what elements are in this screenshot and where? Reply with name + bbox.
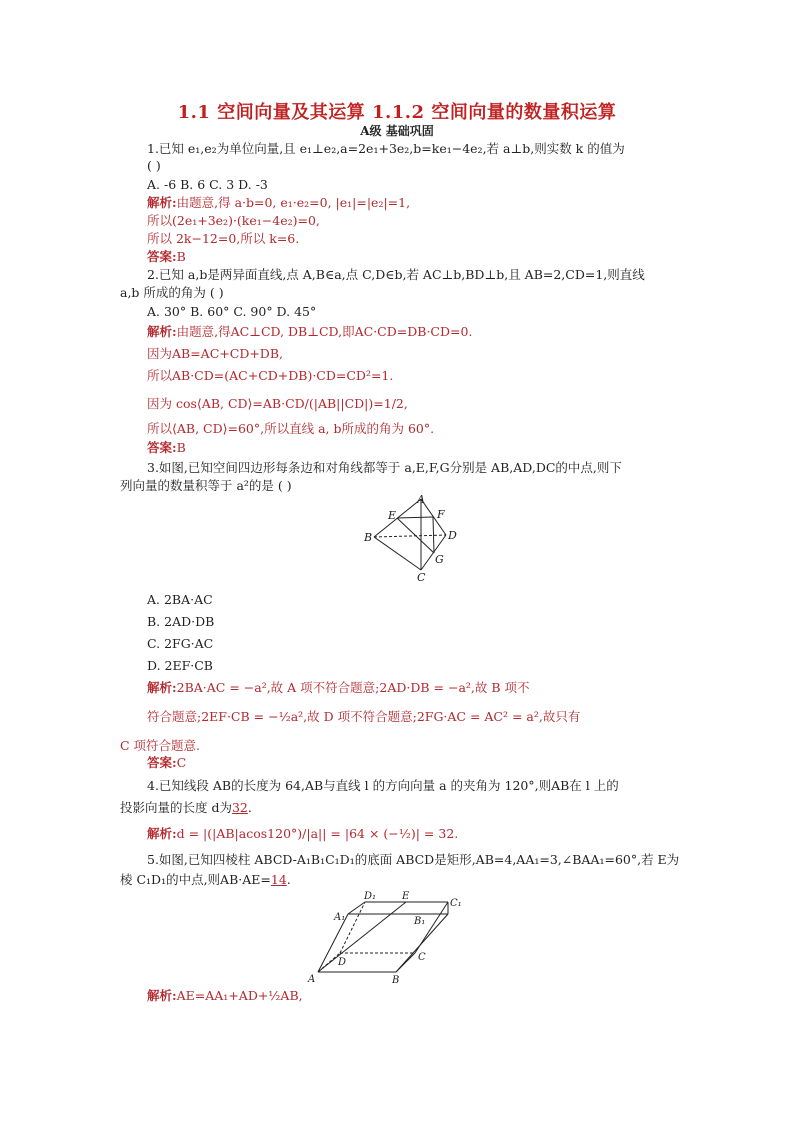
answer-label: 答案:	[147, 755, 177, 770]
label-G: G	[435, 553, 444, 566]
q4-period: .	[247, 800, 252, 815]
label-B: B	[392, 975, 400, 986]
q3-solution-line2: 符合题意;2EF·CB = −½a²,故 D 项不符合题意;2FG·AC = AC² = a²,故只有	[147, 709, 581, 724]
q3-solution-line3: C 项符合题意.	[120, 738, 201, 753]
solution-label: 解析:	[147, 195, 177, 210]
q3-stem-line1: 3.如图,已知空间四边形每条边和对角线都等于 a,E,F,G分别是 AB,AD,DC的中点,则下	[147, 460, 622, 475]
q2-solution-line1	[147, 324, 472, 340]
edge-DD1	[340, 902, 365, 953]
q5-solution-text1: AE=AA₁+AD+½AB,	[176, 988, 303, 1003]
label-E: E	[402, 891, 410, 902]
label-A1: A₁	[334, 912, 346, 923]
q3-option-c: C. 2FG·AC	[147, 636, 214, 651]
label-D: D	[448, 529, 457, 542]
edge-BD	[374, 535, 446, 537]
solution-label: 解析:	[147, 324, 177, 339]
segment-EG	[397, 518, 434, 553]
q5-stem-line2	[120, 872, 291, 888]
q3-option-b: B. 2AD·DB	[147, 614, 215, 629]
q4-stem-line1: 4.已知线段 AB的长度为 64,AB与直线 l 的方向向量 a 的夹角为 120°,则AB在 l 上的	[147, 778, 619, 793]
label-E: E	[388, 509, 397, 522]
label-C1: C₁	[450, 898, 462, 909]
label-C: C	[418, 952, 426, 963]
q5-period: .	[286, 872, 291, 887]
q1-answer-value: B	[176, 249, 186, 264]
q2-stem-line2: a,b 所成的角为 ( )	[120, 285, 224, 300]
solution-label: 解析:	[147, 826, 177, 841]
answer-label: 答案:	[147, 249, 177, 264]
q2-stem-line1: 2.已知 a,b是两异面直线,点 A,B∈a,点 C,D∈b,若 AC⊥b,BD⊥b,且 AB=2,CD=1,则直线	[147, 267, 645, 282]
q1-stem-line1: 1.已知 e₁,e₂为单位向量,且 e₁⊥e₂,a=2e₁+3e₂,b=ke₁−4e₂,若 a⊥b,则实数 k 的值为	[147, 141, 625, 156]
label-B: B	[364, 531, 373, 544]
answer-label: 答案:	[147, 440, 177, 455]
tetrahedron-figure	[360, 492, 470, 586]
label-B1: B₁	[414, 916, 426, 927]
prism-figure	[300, 890, 470, 986]
label-A: A	[308, 974, 316, 985]
q2-answer-value: B	[176, 440, 186, 455]
q3-stem-line2: 列向量的数量积等于 a²的是 ( )	[120, 478, 292, 493]
q5-stem-line1: 5.如图,已知四棱柱 ABCD-A₁B₁C₁D₁的底面 ABCD是矩形,AB=4,AA₁=3,∠BAA₁=60°,若 E为	[147, 852, 680, 867]
q3-option-d: D. 2EF·CB	[147, 658, 213, 673]
q1-stem-line2: ( )	[147, 158, 161, 173]
label-A: A	[417, 493, 425, 506]
q1-solution-text1: 由题意,得 a·b=0, e₁·e₂=0, |e₁|=|e₂|=1,	[176, 195, 411, 210]
q5-solution-line1	[147, 988, 303, 1004]
q1-solution-line3: 所以 2k−12=0,所以 k=6.	[147, 231, 300, 246]
q2-solution-line3: 所以AB·CD=(AC+CD+DB)·CD=CD²=1.	[147, 368, 394, 383]
q1-options: A. -6 B. 6 C. 3 D. -3	[147, 177, 268, 192]
q5-blank-answer: 14	[270, 872, 287, 887]
edge-BC	[374, 537, 421, 570]
label-D1: D₁	[364, 891, 377, 902]
q2-answer	[147, 440, 186, 456]
q1-answer	[147, 249, 186, 265]
solution-label: 解析:	[147, 680, 177, 695]
q4-blank-answer: 32	[231, 800, 248, 815]
edge-CC1	[415, 902, 448, 953]
q2-options: A. 30° B. 60° C. 90° D. 45°	[147, 304, 317, 319]
q3-answer	[147, 755, 186, 771]
label-F: F	[437, 508, 445, 521]
q4-stem-text2: 投影向量的长度 d为	[120, 800, 232, 815]
q4-solution-text1: d = |(|AB|acos120°)/|a|| = |64 × (−½)| = 32.	[176, 826, 459, 841]
section-subtitle: A级 基础巩固	[360, 124, 434, 138]
q2-solution-line2: 因为AB=AC+CD+DB,	[147, 346, 283, 361]
q3-answer-value: C	[176, 755, 187, 770]
segment-AE	[318, 902, 406, 972]
q5-stem-text2: 棱 C₁D₁的中点,则AB·AE=	[120, 872, 271, 887]
q3-solution-line1	[147, 680, 530, 696]
page-title: 1.1 空间向量及其运算 1.1.2 空间向量的数量积运算	[177, 102, 617, 123]
q2-solution-line5: 所以⟨AB, CD⟩=60°,所以直线 a, b所成的角为 60°.	[147, 421, 435, 436]
q2-solution-text1: 由题意,得AC⊥CD, DB⊥CD,即AC·CD=DB·CD=0.	[176, 324, 473, 339]
segment-FG	[433, 517, 434, 553]
q1-solution-line1	[147, 195, 410, 211]
q1-solution-line2: 所以(2e₁+3e₂)·(ke₁−4e₂)=0,	[147, 213, 320, 228]
q2-solution-line4: 因为 cos⟨AB, CD⟩=AB·CD/(|AB||CD|)=1/2,	[147, 396, 408, 411]
solution-label: 解析:	[147, 988, 177, 1003]
label-C: C	[417, 571, 426, 584]
q3-solution-text1: 2BA·AC = −a²,故 A 项不符合题意;2AD·DB = −a²,故 B 项不	[176, 680, 530, 695]
q4-stem-line2	[120, 800, 252, 816]
q3-option-a: A. 2BA·AC	[147, 592, 213, 607]
segment-EF	[397, 517, 433, 518]
label-D: D	[338, 957, 347, 968]
q4-solution-line1	[147, 826, 458, 842]
